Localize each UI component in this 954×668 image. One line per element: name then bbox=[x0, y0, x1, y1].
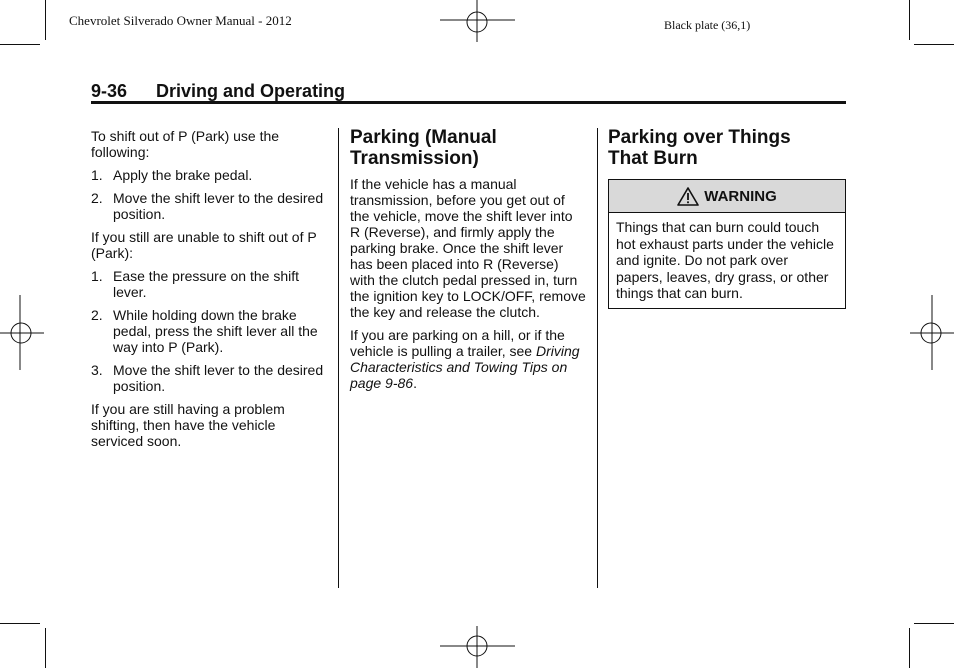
manual-transmission-paragraph: If the vehicle has a manual transmission, before you get out of the vehicle, move the shift lever into R (Reverse), and firmly apply the parking brake. Once the shift lever has been placed into R (Reverse) with the clutch pedal pressed in, turn the ignition key to LOCK/OFF, remove the key and release the clutch. bbox=[350, 176, 586, 320]
hill-text-end: . bbox=[413, 375, 417, 391]
warning-header bbox=[609, 180, 845, 213]
list-item bbox=[91, 268, 327, 300]
step-text: Move the shift lever to the desired position. bbox=[113, 190, 324, 222]
step-number: 2. bbox=[91, 307, 103, 323]
manual-title: Chevrolet Silverado Owner Manual - 2012 bbox=[69, 13, 292, 28]
warning-box bbox=[608, 179, 846, 309]
heading-line: Transmission) bbox=[350, 148, 479, 169]
warning-triangle-icon bbox=[677, 187, 699, 206]
crop-mark bbox=[45, 0, 46, 40]
crop-mark bbox=[914, 44, 954, 45]
step-number: 1. bbox=[91, 167, 103, 183]
steps-list-a bbox=[91, 167, 327, 222]
header-rule bbox=[91, 101, 846, 104]
registration-mark-bottom bbox=[440, 626, 515, 668]
column-2 bbox=[350, 176, 586, 398]
hill-text: If you are parking on a hill, or if the vehicle is pulling a trailer, see bbox=[350, 327, 565, 359]
heading-line: Parking (Manual bbox=[350, 127, 497, 148]
crop-mark bbox=[45, 628, 46, 668]
registration-mark-left bbox=[0, 295, 44, 370]
step-number: 3. bbox=[91, 362, 103, 378]
intro-paragraph: To shift out of P (Park) use the following: bbox=[91, 128, 280, 160]
crop-mark bbox=[914, 623, 954, 624]
registration-mark-right bbox=[910, 295, 954, 370]
heading-parking-manual bbox=[350, 127, 497, 169]
warning-label: WARNING bbox=[704, 187, 777, 205]
warning-text: Things that can burn could touch hot exhaust parts under the vehicle and ignite. Do not park over papers, leaves, dry grass, or other things that can burn. bbox=[616, 219, 834, 301]
heading-line: Parking over Things bbox=[608, 127, 791, 148]
list-item bbox=[91, 167, 327, 183]
step-text: Move the shift lever to the desired position. bbox=[113, 362, 324, 394]
step-text: While holding down the brake pedal, press the shift lever all the way into P (Park). bbox=[113, 307, 318, 355]
crop-mark bbox=[0, 623, 40, 624]
column-divider bbox=[597, 128, 598, 588]
crop-mark bbox=[0, 44, 40, 45]
page-number: 9-36 bbox=[91, 81, 128, 101]
column-1 bbox=[91, 128, 327, 456]
page-heading bbox=[91, 81, 345, 102]
step-text: Apply the brake pedal. bbox=[113, 167, 253, 183]
registration-mark-top bbox=[440, 0, 515, 42]
steps-list-b bbox=[91, 268, 327, 394]
hill-paragraph bbox=[350, 327, 586, 391]
crop-mark bbox=[909, 628, 910, 668]
plate-label: Black plate (36,1) bbox=[664, 18, 751, 32]
step-number: 2. bbox=[91, 190, 103, 206]
heading-parking-over-things bbox=[608, 127, 791, 169]
list-item bbox=[91, 190, 327, 222]
problem-paragraph: If you are still having a problem shifting, then have the vehicle serviced soon. bbox=[91, 401, 285, 449]
column-divider bbox=[338, 128, 339, 588]
list-item bbox=[91, 362, 327, 394]
heading-line: That Burn bbox=[608, 148, 698, 169]
list-item bbox=[91, 307, 327, 355]
unable-paragraph: If you still are unable to shift out of P (Park): bbox=[91, 229, 317, 261]
section-title: Driving and Operating bbox=[156, 81, 346, 101]
step-number: 1. bbox=[91, 268, 103, 284]
cross-reference-link[interactable]: Driving Characteristics and Towing Tips on page 9-86 bbox=[350, 343, 580, 391]
step-text: Ease the pressure on the shift lever. bbox=[113, 268, 299, 300]
crop-mark bbox=[909, 0, 910, 40]
